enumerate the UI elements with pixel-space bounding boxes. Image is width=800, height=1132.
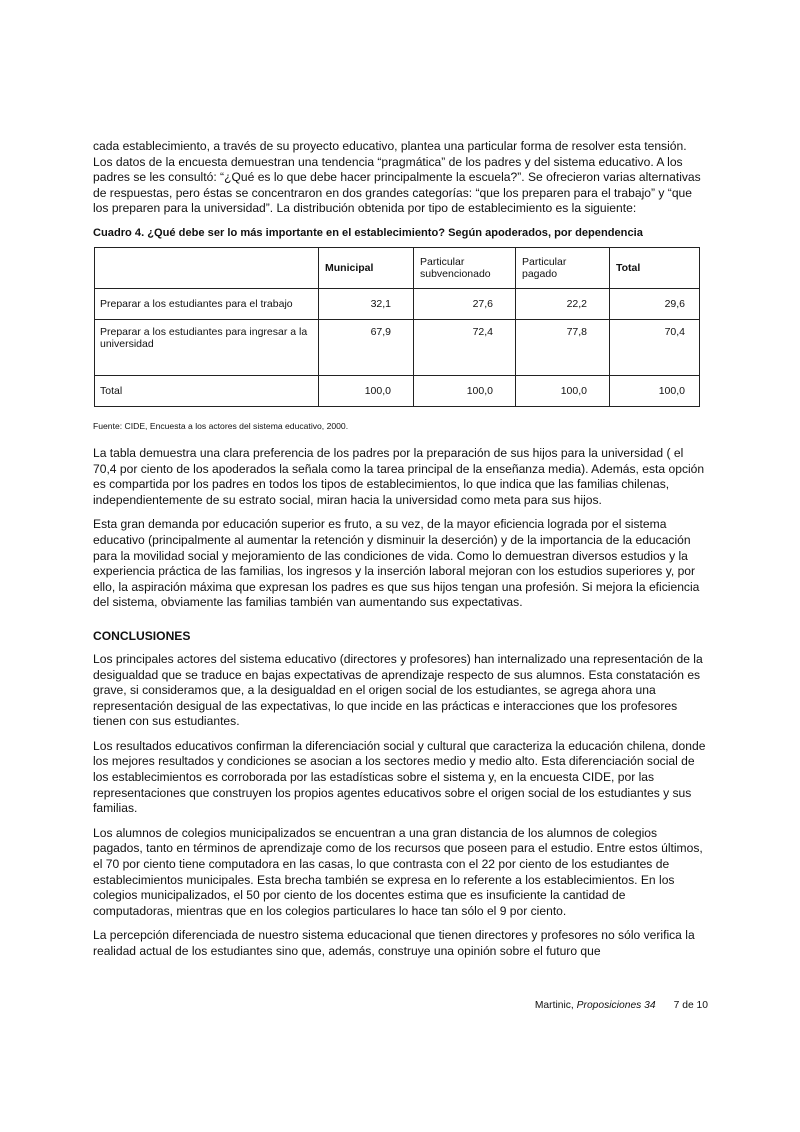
table-header-row — [95, 247, 700, 288]
table-row — [95, 319, 700, 375]
cell-value: 100,0 — [516, 375, 610, 406]
body-paragraph: La percepción diferenciada de nuestro sistema educacional que tienen directores y profesores no sólo verifica la realidad actual de los estudiantes sino que, además, construye una opinión sobre el futuro que — [93, 928, 695, 958]
cell-value: 22,2 — [516, 288, 610, 319]
cell-value: 100,0 — [414, 375, 516, 406]
cell-value: 100,0 — [319, 375, 414, 406]
table-header-municipal: Municipal — [319, 247, 414, 288]
cell-value: 67,9 — [319, 319, 414, 375]
cell-value: 32,1 — [319, 288, 414, 319]
table-header-subvencionado: Particular subvencionado — [414, 247, 516, 288]
table-row — [95, 375, 700, 406]
cell-value: 27,6 — [414, 288, 516, 319]
page-number: 7 de 10 — [673, 1000, 708, 1011]
table-header-pagado: Particular pagado — [516, 247, 610, 288]
body-paragraph: La tabla demuestra una clara preferencia de los padres por la preparación de sus hijos para la universidad ( el 70,4 por ciento de los apoderados la señala como la tarea principal de la enseñanza media). Además, esta opción es compartida por los padres en todos los tipos de establecimientos, lo que indica que las familias chilenas, independientemente de su estrato social, miran hacia la universidad como meta para sus hijos. — [93, 445, 705, 507]
intro-paragraph: cada establecimiento, a través de su proyecto educativo, plantea una particular forma de resolver esta tensión. Los datos de la encuesta demuestran una tendencia “pragmática” de los padres y del sistema educativo. A los padres se les consultó: “¿Qué es lo que debe hacer principalmente la escuela?”. Se ofrecieron varias alternativas de respuestas, pero éstas se concentraron en dos grandes categorías: “que los preparen para el trabajo” y “que los preparen para la universidad”. La distribución obtenida por tipo de establecimiento es la siguiente: — [93, 139, 701, 216]
data-table — [94, 247, 700, 407]
cell-value: 70,4 — [610, 319, 700, 375]
cell-value: 29,6 — [610, 288, 700, 319]
body-paragraph: Los resultados educativos confirman la diferenciación social y cultural que caracteriza la educación chilena, donde los mejores resultados y condiciones se asocian a los sectores medio y medio alto. Esta diferenciación social de los establecimientos es corroborada por las estadísticas sobre el sistema y, en la encuesta CIDE, por las representaciones que construyen los propios agentes educativos sobre el origen social de los estudiantes y sus familias. — [93, 738, 706, 816]
cell-value: 100,0 — [610, 375, 700, 406]
row-label: Preparar a los estudiantes para el trabajo — [95, 288, 319, 319]
body-paragraph: Los principales actores del sistema educativo (directores y profesores) han internalizado una representación de la desigualdad que se traduce en bajas expectativas de aprendizaje respecto de sus alumnos. Esta constatación es grave, si consideramos que, a la desigualdad en el origen social de los estudiantes, se agrega ahora una representación desigual de las expectativas, lo que incide en las prácticas e interacciones que los profesores tienen con sus estudiantes. — [93, 651, 703, 729]
table-source: Fuente: CIDE, Encuesta a los actores del sistema educativo, 2000. — [93, 420, 349, 431]
page-footer — [535, 1000, 708, 1011]
cell-value: 72,4 — [414, 319, 516, 375]
footer-author: Martinic, — [534, 1000, 577, 1011]
row-label: Total — [95, 375, 319, 406]
row-label: Preparar a los estudiantes para ingresar a la universidad — [95, 319, 319, 375]
body-paragraph: Los alumnos de colegios municipalizados se encuentran a una gran distancia de los alumnos de colegios pagados, tanto en términos de aprendizaje como de los recursos que poseen para el estudio. Entre estos últimos, el 70 por ciento tiene computadora en las casas, lo que contrasta con el 22 por ciento de los estudiantes de establecimientos municipales. Esta brecha también se expresa en lo referente a los establecimientos. En los colegios municipalizados, el 50 por ciento de los docentes estima que es insuficiente la cantidad de computadoras, mientras que en los colegios particulares lo hace tan sólo el 9 por ciento. — [93, 825, 703, 918]
footer-publication: Proposiciones 34 — [576, 1000, 656, 1011]
body-paragraph: Esta gran demanda por educación superior es fruto, a su vez, de la mayor eficiencia lograda por el sistema educativo (principalmente al aumentar la retención y disminuir la deserción) y de la importancia de la educación para la movilidad social y mejoramiento de las condiciones de vida. Como lo demuestran diversos estudios y la experiencia práctica de las familias, los ingresos y la inserción laboral mejoran con los estudios superiores y, por ello, la aspiración máxima que expresan los padres es que sus hijos tengan una profesión. Si mejora la eficiencia del sistema, obviamente las familias también van aumentando sus expectativas. — [93, 517, 700, 610]
section-heading: CONCLUSIONES — [93, 628, 191, 643]
cell-value: 77,8 — [516, 319, 610, 375]
table-header-total: Total — [610, 247, 700, 288]
table-header-empty — [95, 247, 319, 288]
table-row — [95, 288, 700, 319]
table-title: Cuadro 4. ¿Qué debe ser lo más importante en el establecimiento? Según apoderados, por dependencia — [93, 226, 643, 239]
